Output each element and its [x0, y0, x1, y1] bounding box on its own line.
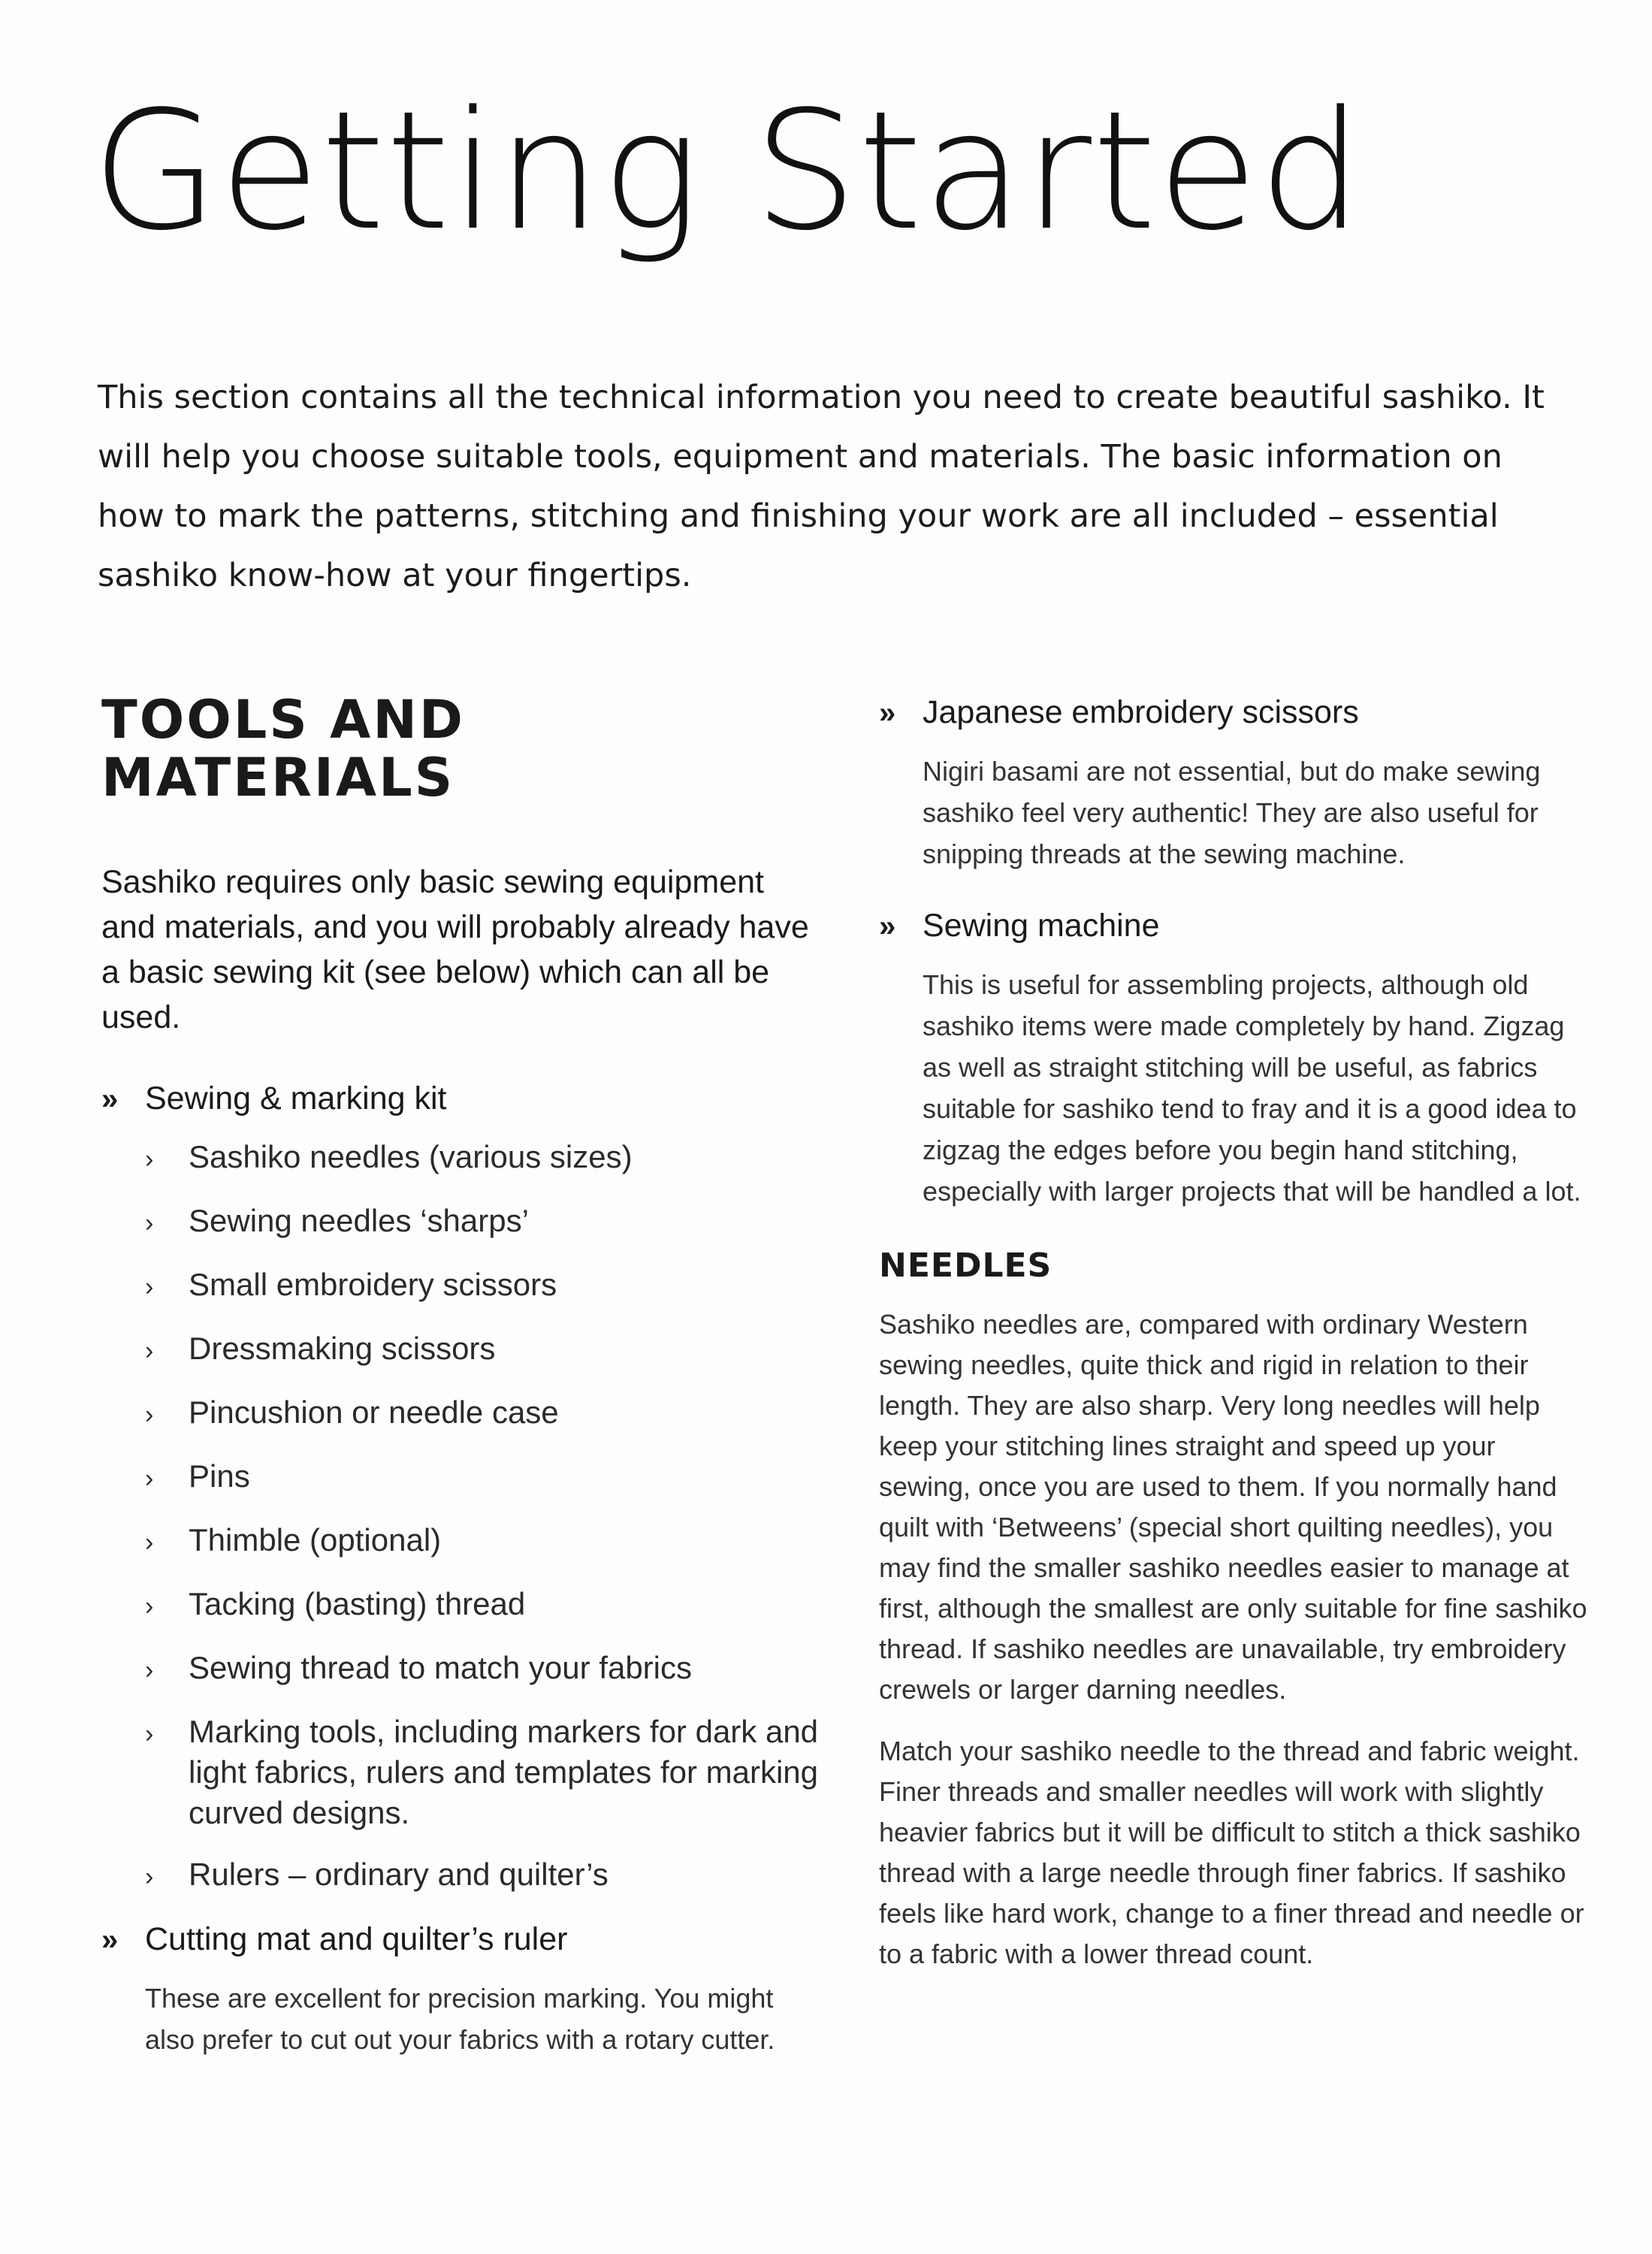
right-column — [879, 691, 1593, 1996]
chevron-right-icon: › — [145, 1337, 154, 1365]
list-item: › Thimble (optional) — [145, 1520, 823, 1563]
list-item: › Pins — [145, 1456, 823, 1499]
sewing-kit-heading — [101, 1077, 823, 1120]
double-chevron-icon: » — [879, 696, 896, 730]
list-item: › Sewing thread to match your fabrics — [145, 1648, 823, 1690]
double-chevron-icon: » — [879, 910, 896, 943]
chevron-right-icon: › — [145, 1528, 154, 1557]
sewing-machine-heading — [879, 905, 1593, 947]
chevron-right-icon: › — [145, 1863, 154, 1891]
needles-paragraph-2: Match your sashiko needle to the thread and fabric weight. Finer threads and smaller needles will work with slightly heavier fabrics but it will be difficult to stitch a thick sashiko thread with a large needle through finer fabrics. If sashiko feels like hard work, change to a finer thread and needle or to a fabric with a lower thread count. — [879, 1736, 1584, 1969]
chevron-right-icon: › — [145, 1720, 154, 1748]
list-item: › Rulers – ordinary and quilter’s — [145, 1854, 823, 1897]
list-item: › Tacking (basting) thread — [145, 1584, 823, 1627]
intro-paragraph: This section contains all the technical information you need to create beautiful sashiko. It will help you choose suitable tools, equipment and materials. The basic information on how to mark the patterns, stitching and finishing your work are all included – essential sashiko know-how at your fingertips. — [98, 379, 1545, 594]
sewing-kit-list — [101, 1137, 823, 1897]
list-item: › Sewing needles ‘sharps’ — [145, 1201, 823, 1243]
needles-paragraph-1: Sashiko needles are, compared with ordinary Western sewing needles, quite thick and rigid in relation to their length. They are also sharp. Very long needles will help keep your stitching lines straight and speed up your sewing, once you are used to them. If you normally hand quilt with ‘Betweens’ (special short quilting needles), you may find the smaller sashiko needles easier to manage at first, although the smallest are only suitable for fine sashiko thread. If sashiko needles are unavailable, try embroidery crewels or larger darning needles. — [879, 1309, 1587, 1705]
page-title: Getting Started — [92, 77, 1364, 267]
chevron-right-icon: › — [145, 1209, 154, 1237]
japanese-scissors-heading — [879, 691, 1593, 734]
sewing-machine-text: This is useful for assembling projects, although old sashiko items were made completely by hand. Zigzag as well as straight stitching will be useful, as fabrics suitable for sashiko tend to fray and it is a good idea to zigzag the edges before you begin hand stitching, especially with larger projects that will be handled a lot. — [923, 969, 1581, 1207]
double-chevron-icon: » — [101, 1923, 119, 1956]
chevron-right-icon: › — [145, 1400, 154, 1429]
list-item: › Small embroidery scissors — [145, 1264, 823, 1307]
cutting-mat-text: These are excellent for precision marking. You might also prefer to cut out your fabrics with a rotary cutter. — [145, 1983, 775, 2055]
chevron-right-icon: › — [145, 1592, 154, 1621]
cutting-mat-heading — [101, 1918, 823, 1961]
chevron-right-icon: › — [145, 1464, 154, 1493]
tools-lead: Sashiko requires only basic sewing equipment and materials, and you will probably already have a basic sewing kit (see below) which can all be used. — [101, 864, 809, 1035]
double-chevron-icon: » — [101, 1083, 119, 1116]
japanese-scissors-label: Japanese embroidery scissors — [923, 694, 1359, 730]
chevron-right-icon: › — [145, 1273, 154, 1301]
tools-heading: TOOLS AND MATERIALS — [101, 689, 466, 808]
sewing-kit-label: Sewing & marking kit — [145, 1080, 447, 1116]
left-column — [101, 691, 823, 2090]
japanese-scissors-text: Nigiri basami are not essential, but do make sewing sashiko feel very authentic! They are also useful for snipping threads at the sewing machine. — [923, 756, 1541, 869]
sewing-machine-label: Sewing machine — [923, 908, 1160, 944]
list-item: › Marking tools, including markers for dark and light fabrics, rulers and templates for marking curved designs. — [145, 1714, 819, 1830]
chevron-right-icon: › — [145, 1145, 154, 1174]
needles-heading: NEEDLES — [879, 1246, 1053, 1285]
list-item: › Pincushion or needle case — [145, 1392, 823, 1435]
list-item: › Sashiko needles (various sizes) — [145, 1137, 823, 1180]
list-item: › Dressmaking scissors — [145, 1328, 823, 1371]
chevron-right-icon: › — [145, 1656, 154, 1684]
cutting-mat-label: Cutting mat and quilter’s ruler — [145, 1921, 568, 1957]
